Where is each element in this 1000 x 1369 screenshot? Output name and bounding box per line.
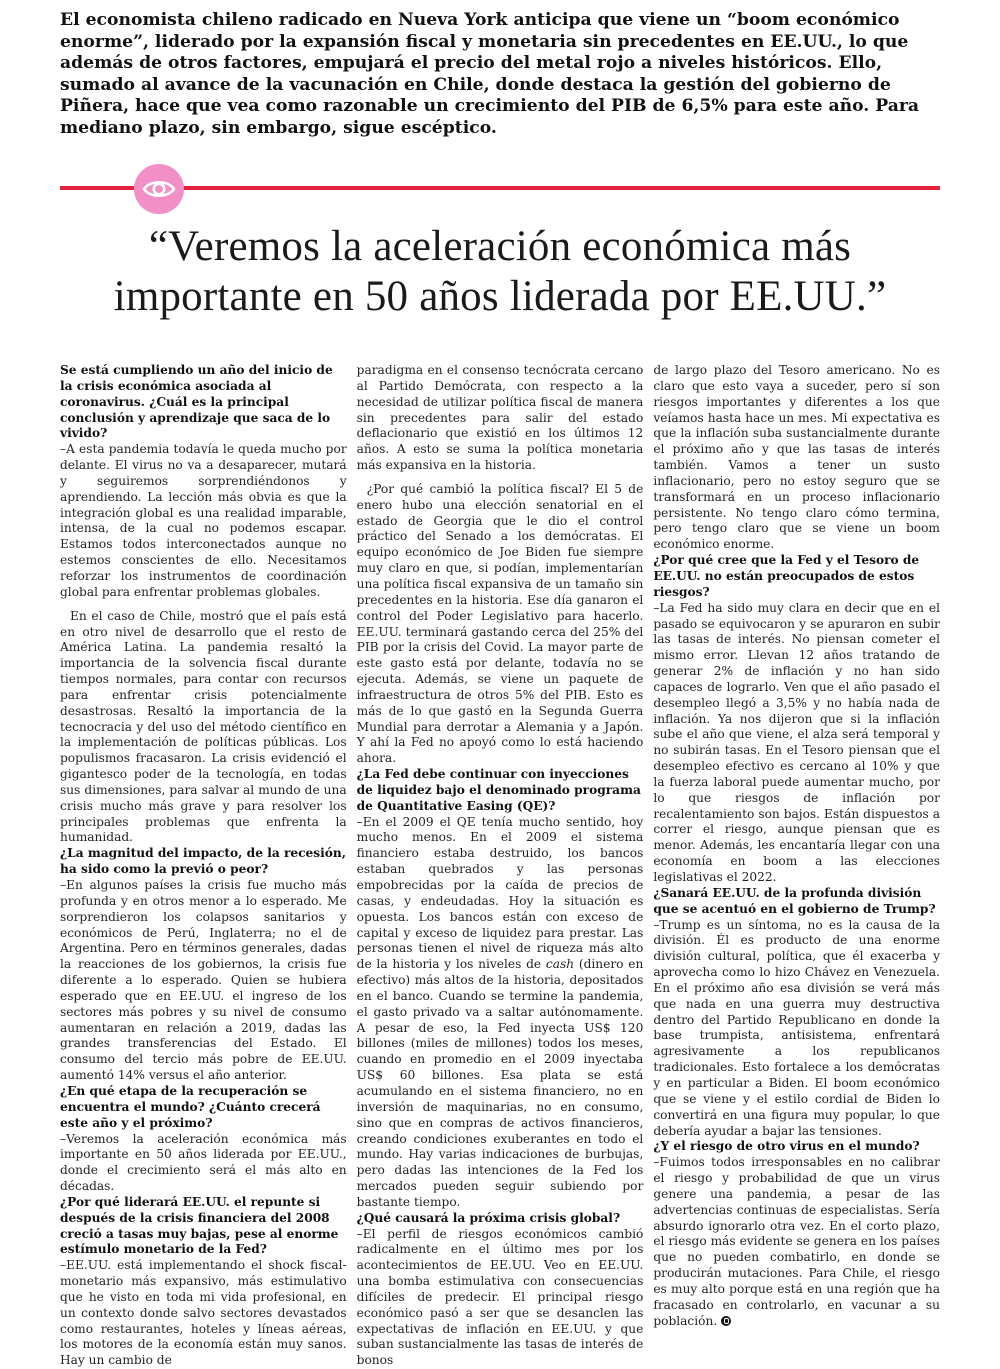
interview-answer: En el caso de Chile, mostró que el país está en otro nivel de desarrollo que el resto de América Latina. La pandemia resaltó la importancia de la solvencia fiscal durante tiempos normales, para contar con recursos para enfrentar crisis potencialmente desastrosas. Resaltó la importancia de la tecnocracia y del uso del método científico en la implementación de políticas públicas. Los populismos fracasaron. La crisis evidenció el gigantesco poder de la tecnología, en todas sus dimensiones, para salvar al mundo de una crisis mucho más grave y para resolver los principales problemas que enfrenta la humanidad. bbox=[60, 608, 347, 845]
interview-answer: –Fuimos todos irresponsables en no calibrar el riesgo y probabilidad de que un virus genere una pandemia, a pesar de las advertencias continuas de especialistas. Sería absurdo ignorarlo otra vez. En el corto plazo, el riesgo más evidente se genera en los países que no pueden combatirlo, en donde se producirán mutaciones. Para Chile, el riesgo es muy alto porque está en una región que ha fracasado en controlarlo, en vacunar a su población. bbox=[653, 1155, 940, 1328]
interview-question: ¿Y el riesgo de otro virus en el mundo? bbox=[653, 1139, 920, 1154]
interview-answer: paradigma en el consenso tecnócrata cercano al Partido Demócrata, con respecto a la necesidad de utilizar política fiscal de manera sin precedentes para salir del estado deflacionario que existió en los últimos 12 años. A esto se suma la política monetaria más expansiva en la historia. bbox=[356, 363, 644, 473]
interview-answer: –EE.UU. está implementando el shock fiscal-monetario más expansivo, más estimulativo que he visto en toda mi vida profesional, en un contexto donde salvo sectores devastados como restaurantes, hoteles y líneas aéreas, los motores de la economía están muy sanos. Hay un cambio de bbox=[60, 1258, 347, 1368]
interview-question: ¿La magnitud del impacto, de la recesión, ha sido como la previó o peor? bbox=[60, 846, 347, 877]
end-mark-icon bbox=[721, 1316, 731, 1326]
interview-answer: –La Fed ha sido muy clara en decir que en el pasado se equivocaron y se apuraron en subir las tasas de interés. No piensan cometer el mismo error. Llevan 12 años tratando de generar 2% de inflación y no han sido capaces de lograrlo. Ven que el año pasado el desempleo llegó a 3,5% y no había nada de inflación. Ya nos dijeron que si la inflación sube el año que viene, el alza será temporal y no subirán tasas. En el Tesoro piensan que el desempleo efectivo es cercano al 10% y que la fuerza laboral puede aumentar mucho, por lo que riesgos de inflación por recalentamiento son bajos. Están dispuestos a correr el riesgo, aunque piensan que es menor. Además, les encantaría llegar con una economía en boom a las elecciones legislativas el 2022. bbox=[653, 600, 940, 884]
interview-question: ¿La Fed debe continuar con inyecciones de liquidez bajo el denominado programa de Quantitative Easing (QE)? bbox=[356, 767, 641, 813]
interview-answer: –El perfil de riesgos económicos cambió radicalmente en el último mes por los acontecimientos de EE.UU. Veo en EE.UU. una bomba estimulativa con consecuencias difíciles de predecir. El principal riesgo económico pasó a ser que se desanclen las expectativas de inflación en EE.UU. y que suban sustancialmente las tasas de interés de bonos bbox=[356, 1226, 644, 1368]
interview-question: Se está cumpliendo un año del inicio de la crisis económica asociada al coronavirus. ¿Cuál es la principal conclusión y aprendizaje que saca de lo vivido? bbox=[60, 363, 333, 441]
interview-answer: de largo plazo del Tesoro americano. No es claro que esto vaya a suceder, pero sí son riesgos importantes y diferentes a los que veíamos hasta hace un mes. Mi expectativa es que la inflación suba sustancialmente durante el próximo año y que las tasas de interés también. Vamos a tener un susto inflacionario, pero no estoy seguro que se transformará en un proceso inflacionario persistente. No tengo claro cómo termina, pero tengo claro que se viene un boom económico enorme. bbox=[653, 363, 940, 552]
interview-question: ¿Qué causará la próxima crisis global? bbox=[356, 1210, 621, 1225]
article-body bbox=[60, 363, 940, 1368]
interview-answer: –En algunos países la crisis fue mucho más profunda y en otros menor a lo esperado. Me sorprendieron los colapsos sanitarios y económicos de Perú, Inglaterra; no el de Argentina. Pero en términos generales, dadas la reacciones de los gobiernos, la crisis fue diferente a lo esperado. Quien se hubiera esperado que en EE.UU. el ingreso de los sectores más pobres y su nivel de consumo aumentaran en relación a 2019, dadas las grandes transferencias del Estado. El consumo del tercio más pobre de EE.UU. aumentó 14% versus el año anterior. bbox=[60, 878, 347, 1083]
interview-answer: –Trump es un síntoma, no es la causa de la división. Él es producto de una enorme división cultural, política, que él exacerba y aprovecha como lo hizo Chávez en Venezuela. En el próximo año esa división se verá más que nada en una guerra muy destructiva dentro del Partido Republicano en donde la base trumpista, antisistema, enfrentará agresivamente a los republicanos tradicionales. Esto fortalece a los demócratas y en particular a Biden. El boom económico que se viene y el estilo cordial de Biden lo convertirá en una figura muy popular, lo que debería ayudar a bajar las tensiones. bbox=[653, 917, 940, 1138]
interview-question: ¿Por qué cree que la Fed y el Tesoro de EE.UU. no están preocupados de estos riesgos? bbox=[653, 553, 920, 599]
interview-answer: –En el 2009 el QE tenía mucho sentido, hoy mucho menos. En el 2009 el sistema financiero estaba destruido, los bancos estaban quebrados y las personas empobrecidas por la caída de precios de casas, y endeudadas. Hoy la situación es opuesta. Los bancos están con exceso de capital y exceso de liquidez para prestar. Las personas tienen el nivel de riqueza más alto de la historia y los niveles de cash (dinero en efectivo) más altos de la historia, depositados en el banco. Cuando se termine la pandemia, el gasto privado va a saltar autónomamente. A pesar de eso, la Fed inyecta US$ 120 billones (miles de millones) todos los meses, cuando en promedio en el 2009 inyectaba US$ 60 billones. Esa plata se está acumulando en el sistema financiero, no en inversión de maquinarias, no en consumo, sino que en compras de activos financieros, creando condiciones exuberantes en todo el mundo. Hay varias indicaciones de burbujas, pero dadas las intenciones de la Fed los mercados pueden seguir subiendo por bastante tiempo. bbox=[356, 814, 644, 1209]
interview-answer: –A esta pandemia todavía le queda mucho por delante. El virus no va a desaparecer, mutará y seguiremos sorprendiéndonos y aprendiendo. La lección más obvia es que la integración global es una realidad imparable, intensa, de la cual no podemos escapar. Estamos todos interconectados aunque no estemos conscientes de ello. Necesitamos reforzar los instrumentos de coordinación global para enfrentar problemas globales. bbox=[60, 442, 347, 599]
eye-icon bbox=[142, 178, 176, 200]
interview-question: ¿En qué etapa de la recuperación se encuentra el mundo? ¿Cuánto crecerá este año y el próximo? bbox=[60, 1083, 321, 1130]
section-rule bbox=[60, 186, 940, 190]
column-2 bbox=[357, 363, 644, 1369]
column-1 bbox=[60, 363, 347, 1369]
headline-quote: “Veremos la aceleración económica más importante en 50 años liderada por EE.UU.” bbox=[113, 223, 887, 320]
interview-question: ¿Sanará EE.UU. de la profunda división que se acentuó en el gobierno de Trump? bbox=[653, 885, 936, 916]
interview-question: ¿Por qué liderará EE.UU. el repunte si después de la crisis financiera del 2008 creció a tasas muy bajas, pese al enorme estímulo monetario de la Fed? bbox=[60, 1194, 339, 1257]
eye-badge bbox=[134, 164, 184, 214]
column-3 bbox=[653, 363, 940, 1369]
interview-answer: –Veremos la aceleración económica más importante en 50 años liderada por EE.UU., donde el crecimiento será el más alto en décadas. bbox=[60, 1131, 347, 1194]
interview-answer: ¿Por qué cambió la política fiscal? El 5 de enero hubo una elección senatorial en el estado de Georgia que le dio el control práctico del Senado a los demócratas. El equipo económico de Joe Biden fue siempre muy claro en que, si podían, implementarían una política fiscal expansiva de un tamaño sin precedentes en la historia. Ese día ganaron el control del Poder Legislativo para hacerlo. EE.UU. terminará gastando cerca del 25% del PIB por la crisis del Covid. La mayor parte de este gasto está por delante, todavía no se ejecuta. Además, se viene un paquete de infraestructura de otros 5% del PIB. Esto es más de lo que gastó en la Segunda Guerra Mundial para derrotar a Alemania y a Japón. Y ahí la Fed no apoyó como lo está haciendo ahora. bbox=[356, 481, 644, 766]
article-lead: El economista chileno radicado en Nueva York anticipa que viene un “boom económico enorme”, liderado por la expansión fiscal y monetaria sin precedentes en EE.UU., lo que además de otros factores, empujará el precio del metal rojo a niveles históricos. Ello, sumado al avance de la vacunación en Chile, donde destaca la gestión del gobierno de Piñera, hace que vea como razonable un crecimiento del PIB de 6,5% para este año. Para mediano plazo, sin embargo, sigue escéptico. bbox=[60, 10, 920, 138]
